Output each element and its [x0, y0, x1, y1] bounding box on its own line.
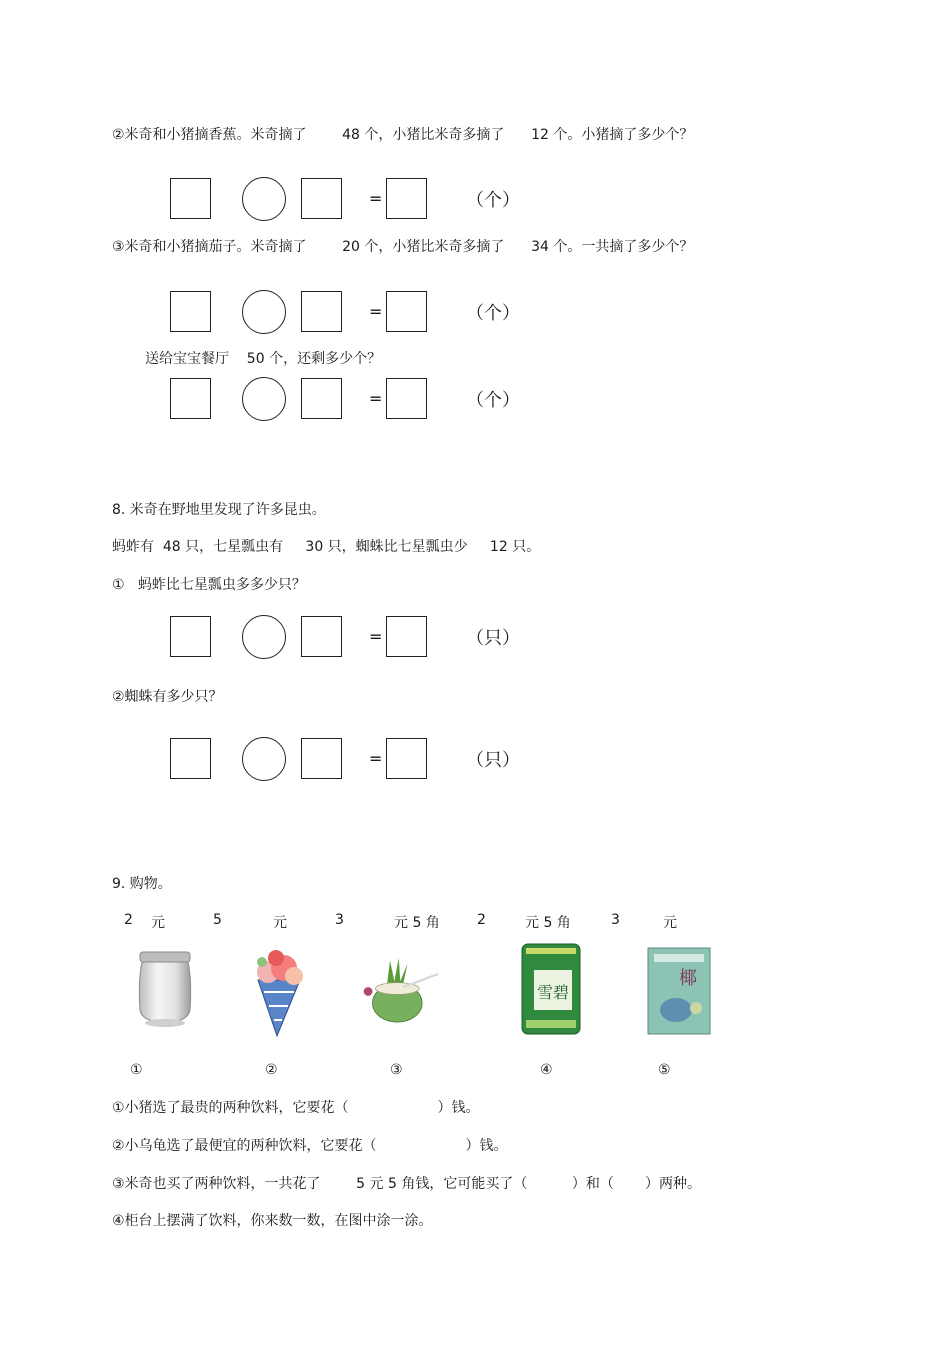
q8-part2-text: ②蜘蛛有多少只？ — [112, 689, 223, 705]
answer-box[interactable] — [170, 291, 211, 332]
unit-label: （只） — [466, 628, 520, 649]
equals-sign: = — [369, 749, 383, 768]
operator-circle[interactable] — [242, 290, 286, 334]
item-number: ⑤ — [658, 1062, 671, 1078]
price-text: 3 — [335, 912, 344, 928]
answer-box[interactable] — [301, 291, 342, 332]
q7-part3-followup: 送给宝宝餐厅 50 个，还剩多少个？ — [145, 351, 382, 367]
price-text: 元 — [273, 915, 287, 931]
q9-title: 9. 购物。 — [112, 876, 172, 892]
q9-part2-text: ②小乌龟选了最便宜的两种饮料，它要花（ ）钱。 — [112, 1138, 508, 1154]
box-label-text: 椰 — [679, 968, 697, 989]
price-text: 元 — [663, 915, 677, 931]
answer-box[interactable] — [170, 616, 211, 657]
price-text: 元 5 角 — [525, 915, 571, 931]
result-box[interactable] — [386, 291, 427, 332]
q8-title: 8. 米奇在野地里发现了许多昆虫。 — [112, 502, 326, 518]
price-text: 5 — [213, 912, 222, 928]
price-text: 2 — [477, 912, 486, 928]
q9-part3-text: ③米奇也买了两种饮料，一共花了 5 元 5 角钱，它可能买了（ ）和（ ）两种。 — [112, 1176, 701, 1192]
q8-part1-text: ① 蚂蚱比七星瓢虫多多少只？ — [112, 577, 306, 593]
unit-label: （个） — [466, 190, 520, 211]
price-text: 3 — [611, 912, 620, 928]
item-number: ① — [130, 1062, 143, 1078]
price-text: 2 — [124, 912, 133, 928]
operator-circle[interactable] — [242, 737, 286, 781]
ice-cream-cone-image — [232, 940, 327, 1040]
can-label-text: 雪碧 — [536, 983, 570, 1002]
price-text: 元 — [151, 915, 165, 931]
q7-part2-text: ②米奇和小猪摘香蕉。米奇摘了 48 个，小猪比米奇多摘了 12 个。小猪摘了多少个？ — [112, 127, 694, 143]
result-box[interactable] — [386, 178, 427, 219]
item-number: ② — [265, 1062, 278, 1078]
q7-part3-text: ③米奇和小猪摘茄子。米奇摘了 20 个，小猪比米奇多摘了 34 个。一共摘了多少个？ — [112, 239, 694, 255]
item-number: ③ — [390, 1062, 403, 1078]
answer-box[interactable] — [301, 378, 342, 419]
result-box[interactable] — [386, 616, 427, 657]
q8-info: 蚂蚱有 48 只，七星瓢虫有 30 只，蜘蛛比七星瓢虫少 12 只。 — [112, 539, 541, 555]
unit-label: （只） — [466, 750, 520, 771]
operator-circle[interactable] — [242, 615, 286, 659]
result-box[interactable] — [386, 378, 427, 419]
price-text: 元 5 角 — [394, 915, 440, 931]
item-number: ④ — [540, 1062, 553, 1078]
answer-box[interactable] — [170, 378, 211, 419]
equals-sign: = — [369, 302, 383, 321]
yogurt-jar-image — [118, 940, 213, 1040]
unit-label: （个） — [466, 390, 520, 411]
coconut-drink-image — [352, 940, 447, 1040]
q9-part4-text: ④柜台上摆满了饮料，你来数一数，在图中涂一涂。 — [112, 1213, 433, 1229]
operator-circle[interactable] — [242, 177, 286, 221]
answer-box[interactable] — [170, 738, 211, 779]
equals-sign: = — [369, 389, 383, 408]
result-box[interactable] — [386, 738, 427, 779]
soda-can-image — [508, 940, 603, 1040]
answer-box[interactable] — [301, 738, 342, 779]
answer-box[interactable] — [301, 616, 342, 657]
operator-circle[interactable] — [242, 377, 286, 421]
answer-box[interactable] — [301, 178, 342, 219]
answer-box[interactable] — [170, 178, 211, 219]
equals-sign: = — [369, 189, 383, 208]
equals-sign: = — [369, 627, 383, 646]
q9-part1-text: ①小猪选了最贵的两种饮料，它要花（ ）钱。 — [112, 1100, 480, 1116]
coconut-juice-box-image — [640, 940, 735, 1040]
unit-label: （个） — [466, 303, 520, 324]
